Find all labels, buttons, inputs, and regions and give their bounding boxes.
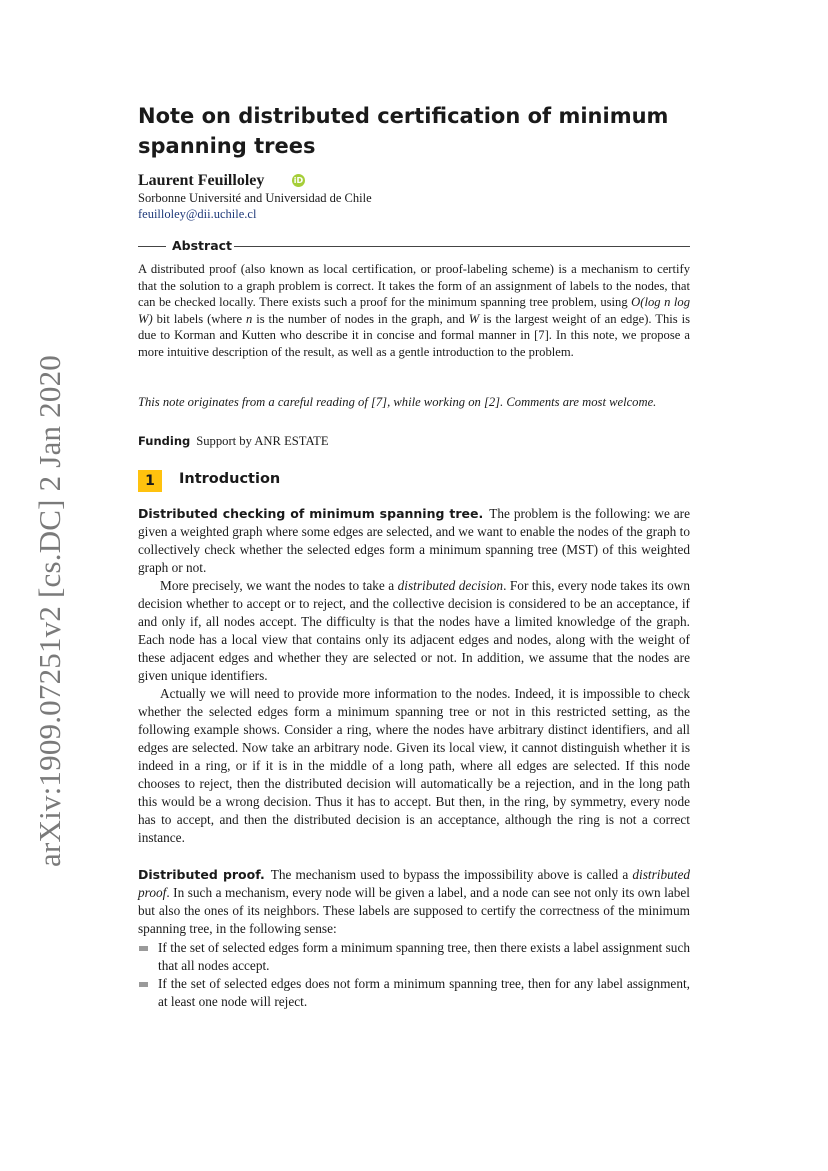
funding-text: Support by ANR ESTATE (196, 434, 329, 448)
abstract-note: This note originates from a careful reading of [7], while working on [2]. Comments are most welcome. (138, 395, 657, 409)
paragraph-intro-2: More precisely, we want the nodes to take a distributed decision. For this, every node takes its own decision whether to accept or to reject, and the collective decision is considered to be an acceptance, if and only if, all nodes accept. The difficulty is that the nodes have a limited knowledge of the graph. Each node has a local view that contains only its adjacent edges and nodes, along with the weight of these adjacent edges and whether they are selected or not. In addition, we assume that the nodes are given unique identifiers. (138, 578, 690, 683)
section-number-badge: 1 (138, 470, 162, 492)
bullet-marker (139, 982, 148, 987)
abstract-heading: Abstract (172, 238, 233, 253)
section-title: Introduction (179, 471, 281, 487)
list-item: If the set of selected edges form a minimum spanning tree, then there exists a label assignment such that all nodes accept. (158, 940, 690, 973)
abstract-text: A distributed proof (also known as local certification, or proof-labeling scheme) is a mechanism to certify that the solution to a graph problem is correct. It takes the form of an assignment of labels to the nodes, that can be checked locally. There exists such a proof for the minimum spanning tree problem, using O(log n log W) bit labels (where n is the number of nodes in the graph, and W is the largest weight of an edge). This is due to Korman and Kutten who describe it in concise and formal manner in [7]. In this note, we propose a more intuitive description of the result, as well as a gentle introduction to the problem. (138, 262, 690, 359)
math-n: n (245, 311, 253, 326)
orcid-icon[interactable]: iD (293, 176, 304, 185)
paragraph-heading: Distributed checking of minimum spanning tree. (138, 506, 484, 521)
paragraph-intro-1: Distributed checking of minimum spanning tree. The problem is the following: we are given a weighted graph where some edges are selected, and we want to enable the nodes of the graph to collectively check whether the selected edges form a minimum spanning tree (MST) of this weighted graph or not. (138, 506, 690, 575)
funding-line (138, 434, 329, 449)
author-name: Laurent Feuilloley (138, 172, 265, 189)
math-complexity: O(log n log W) (138, 295, 690, 326)
math-w: W (468, 311, 480, 326)
abstract-rule-right (234, 246, 690, 247)
author-affiliation: Sorbonne Université and Universidad de Chile (138, 191, 372, 205)
paragraph-distributed-proof: Distributed proof. The mechanism used to bypass the impossibility above is called a distributed proof. In such a mechanism, every node will be given a label, and a node can see not only its own label but also the ones of its neighbors. These labels are supposed to certify the correctness of the minimum spanning tree, in the following sense: (138, 867, 690, 936)
abstract-rule-left (138, 246, 166, 247)
paragraph-intro-3: Actually we will need to provide more information to the nodes. Indeed, it is impossible to check whether the selected edges form a minimum spanning tree or not in this restricted setting, as the following example shows. Consider a ring, where the nodes have arbitrary distinct identifiers, and all edges are selected. Now take an arbitrary node. Given its local view, it cannot distinguish whether it is indeed in a ring, or if it is in the middle of a long path, where all edges are selected. If this node chooses to reject, then the distributed decision will automatically be a rejection, and in the long path this would be a wrong decision. Thus it has to accept. But then, in the ring, by symmetry, every node has to accept, and then the distributed decision is an acceptance, although the ring is not a correct instance. (138, 686, 690, 845)
author-email-link[interactable]: feuilloley@dii.uchile.cl (138, 207, 257, 221)
paper-title: Note on distributed certification of minimum spanning trees (138, 104, 669, 158)
funding-label: Funding (138, 434, 191, 448)
arxiv-identifier-stamp: arXiv:1909.07251v2 [cs.DC] 2 Jan 2020 (32, 355, 67, 867)
list-item: If the set of selected edges does not form a minimum spanning tree, then for any label assignment, at least one node will reject. (158, 976, 690, 1009)
paragraph-heading: Distributed proof. (138, 867, 265, 882)
bullet-marker (139, 946, 148, 951)
